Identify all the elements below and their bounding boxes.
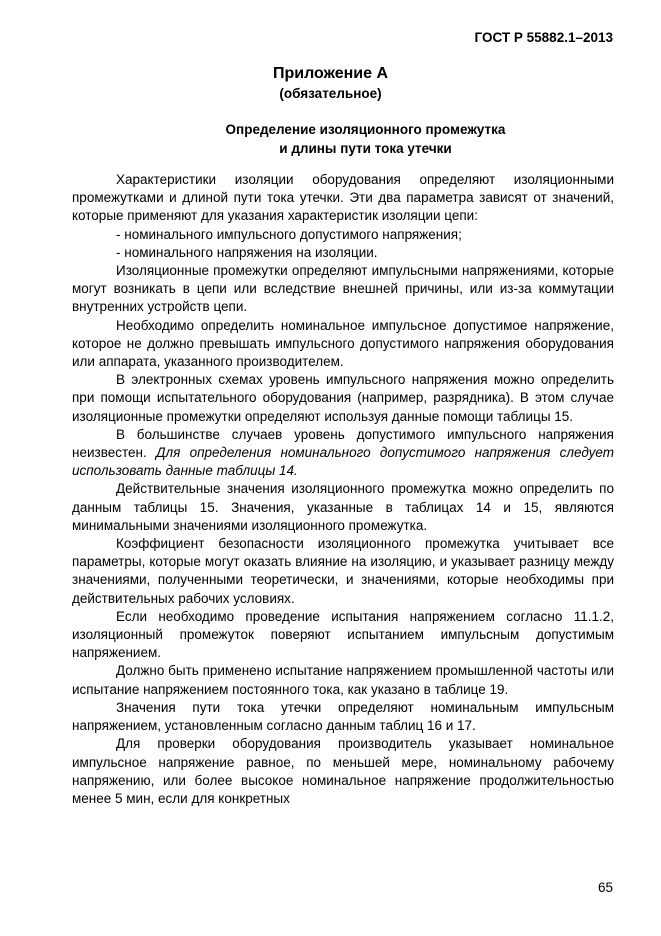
- list-item-1: - номинального импульсного допустимого напряжения;: [116, 226, 462, 242]
- paragraph-6: Действительные значения изоляционного промежутка можно определить по данным таблицы 15. Значения, указанные в таблицах 14 и 15, являются минимальными значениями изоляционного промежутка.: [72, 481, 614, 533]
- list-item-2: - номинального напряжения на изоляции.: [116, 244, 378, 260]
- paragraph-1: Характеристики изоляции оборудования определяют изоляционными промежутками и длиной пути тока утечки. Эти два параметра зависят от значений, которые применяют для указания характеристик изоляции цепи:: [72, 172, 614, 224]
- paragraph-2: Изоляционные промежутки определяют импульсными напряжениями, которые могут возникать в цепи или вследствие внешней причины, или из-за коммутации внутренних устройств цепи.: [72, 263, 614, 315]
- paragraph-8: Если необходимо проведение испытания напряжением согласно 11.1.2, изоляционный промежуток поверяют испытанием импульсным допустимым напряжением.: [72, 608, 614, 661]
- paragraph-11: Для проверки оборудования производитель указывает номинальное импульсное напряжение равное, по меньшей мере, номинальному рабочему напряжению, или более высокое номинальное напряжение продолжительностью менее 5 мин, если для конкретных: [72, 736, 614, 806]
- section-title-line2: и длины пути тока утечки: [279, 141, 452, 156]
- paragraph-4: В электронных схемах уровень импульсного напряжения можно определить при помощи испытательного оборудования (например, разрядника). В этом случае изоляционные промежутки определяют используя данные помощи таблицы 15.: [72, 372, 614, 424]
- appendix-title: Приложение А: [272, 65, 389, 82]
- paragraph-5: [72, 426, 614, 481]
- section-title-line1: Определение изоляционного промежутка: [225, 122, 506, 137]
- paragraph-5-italic: Для определения номинального допустимого напряжения следует использовать данные таблицы 14.: [72, 445, 614, 479]
- paragraph-7: Коэффициент безопасности изоляционного промежутка учитывает все параметры, которые могут оказать влияние на изоляцию, и указывает разницу между значениями, полученными теоретически, и значениями, которые необходимы при действительных рабочих условиях.: [72, 536, 614, 606]
- body-text: [72, 171, 614, 808]
- standard-header: ГОСТ Р 55882.1–2013: [474, 30, 613, 45]
- appendix-status: (обязательное): [279, 86, 382, 101]
- page-number: 65: [597, 880, 613, 895]
- paragraph-3: Необходимо определить номинальное импульсное допустимое напряжение, которое не должно превышать импульсного допустимого напряжения оборудования или аппарата, указанного производителем.: [72, 317, 614, 370]
- paragraph-9: Должно быть применено испытание напряжением промышленной частоты или испытание напряжением постоянного тока, как указано в таблице 19.: [72, 663, 614, 697]
- paragraph-10: Значения пути тока утечки определяют номинальным импульсным напряжением, установленным согласно данным таблиц 16 и 17.: [72, 699, 614, 734]
- section-title: [0, 120, 661, 158]
- paragraph-5-plain: В большинстве случаев уровень допустимого импульсного напряжения неизвестен.: [72, 426, 614, 461]
